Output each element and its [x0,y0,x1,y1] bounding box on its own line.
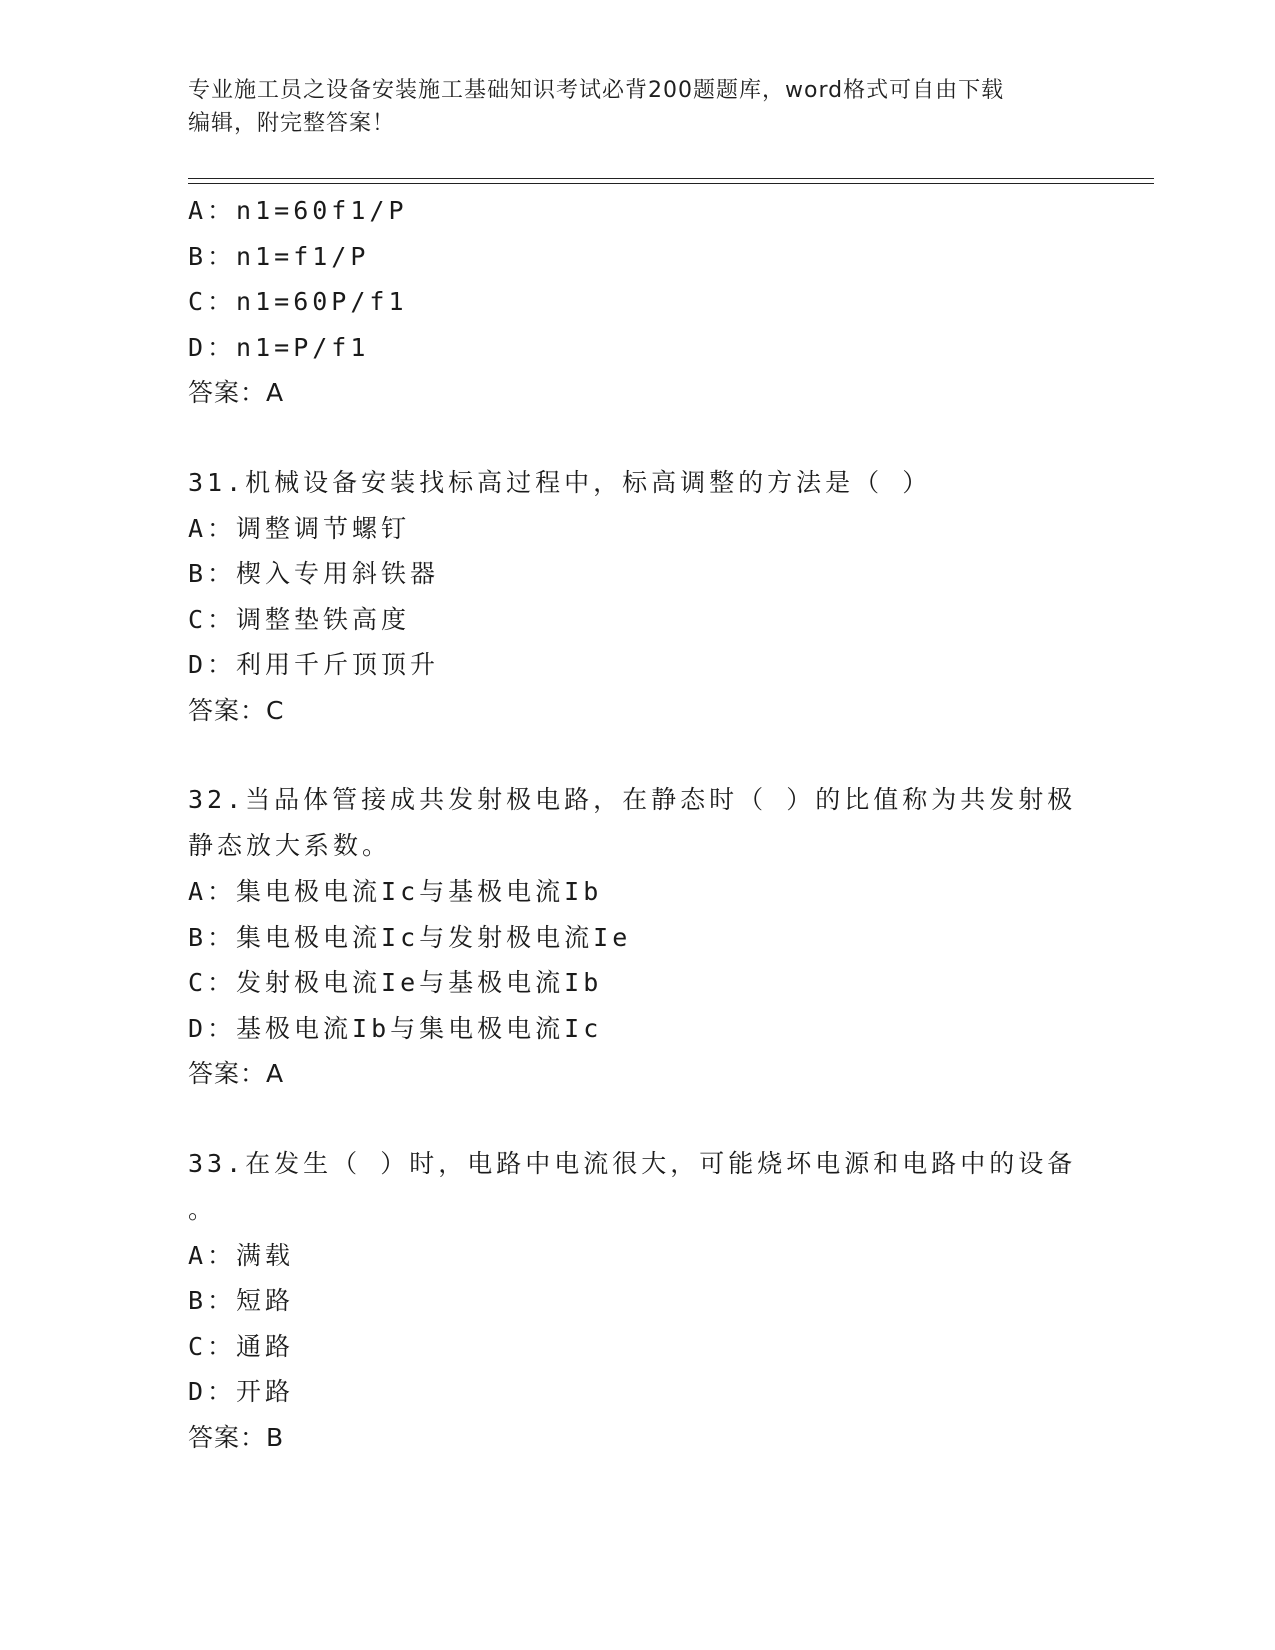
header-line-2: 编辑，附完整答案！ [188,111,396,136]
q31-option-b: B：楔入专用斜铁器 [188,559,440,588]
header-divider-top [188,178,1154,179]
q32-question-line-1: 32.当品体管接成共发射极电路，在静态时（ ）的比值称为共发射极 [188,785,1077,814]
q33-option-a: A：满载 [188,1240,295,1270]
q32-question-line-2: 静态放大系数。 [188,831,392,860]
q31-option-c: C：调整垫铁高度 [188,604,411,634]
q30-option-d: D：n1=P/f1 [188,332,370,362]
question-32 [188,777,1088,1097]
q32-answer: 答案：A [188,1059,285,1088]
question-33 [188,1141,1088,1461]
q30-option-c: C：n1=60P/f1 [188,287,408,316]
q33-option-d: D：开路 [188,1377,295,1406]
q32-option-b: B：集电极电流Ic与发射极电流Ie [188,922,632,952]
q33-answer: 答案：B [188,1422,285,1452]
q33-option-b: B：短路 [188,1286,295,1315]
q32-option-a: A：集电极电流Ic与基极电流Ib [188,877,603,906]
q30-answer: 答案：A [188,378,285,407]
q32-option-d: D：基极电流Ib与集电极电流Ic [188,1013,603,1043]
question-30 [188,188,1088,416]
q30-option-b: B：n1=f1/P [188,241,370,271]
q31-option-a: A：调整调节螺钉 [188,513,411,543]
question-list [188,188,1088,1460]
spacer [188,1097,1088,1141]
q31-answer: 答案：C [188,695,285,725]
spacer [188,733,1088,777]
header-line-1: 专业施工员之设备安装施工基础知识考试必背200题题库，word格式可自由下载 [188,78,1005,103]
question-31 [188,460,1088,734]
q31-question: 31.机械设备安装找标高过程中，标高调整的方法是（ ） [188,467,932,497]
q33-question-line-2: 。 [188,1194,218,1224]
q32-option-c: C：发射极电流Ie与基极电流Ib [188,968,603,997]
q30-option-a: A：n1=60f1/P [188,196,408,225]
q31-option-d: D：利用千斤顶顶升 [188,650,440,679]
spacer [188,416,1088,460]
header-divider-bottom [188,183,1154,184]
document-header [188,74,1068,140]
q33-option-c: C：通路 [188,1331,295,1361]
q33-question-line-1: 33.在发生（ ）时，电路中电流很大，可能烧坏电源和电路中的设备 [188,1148,1077,1178]
